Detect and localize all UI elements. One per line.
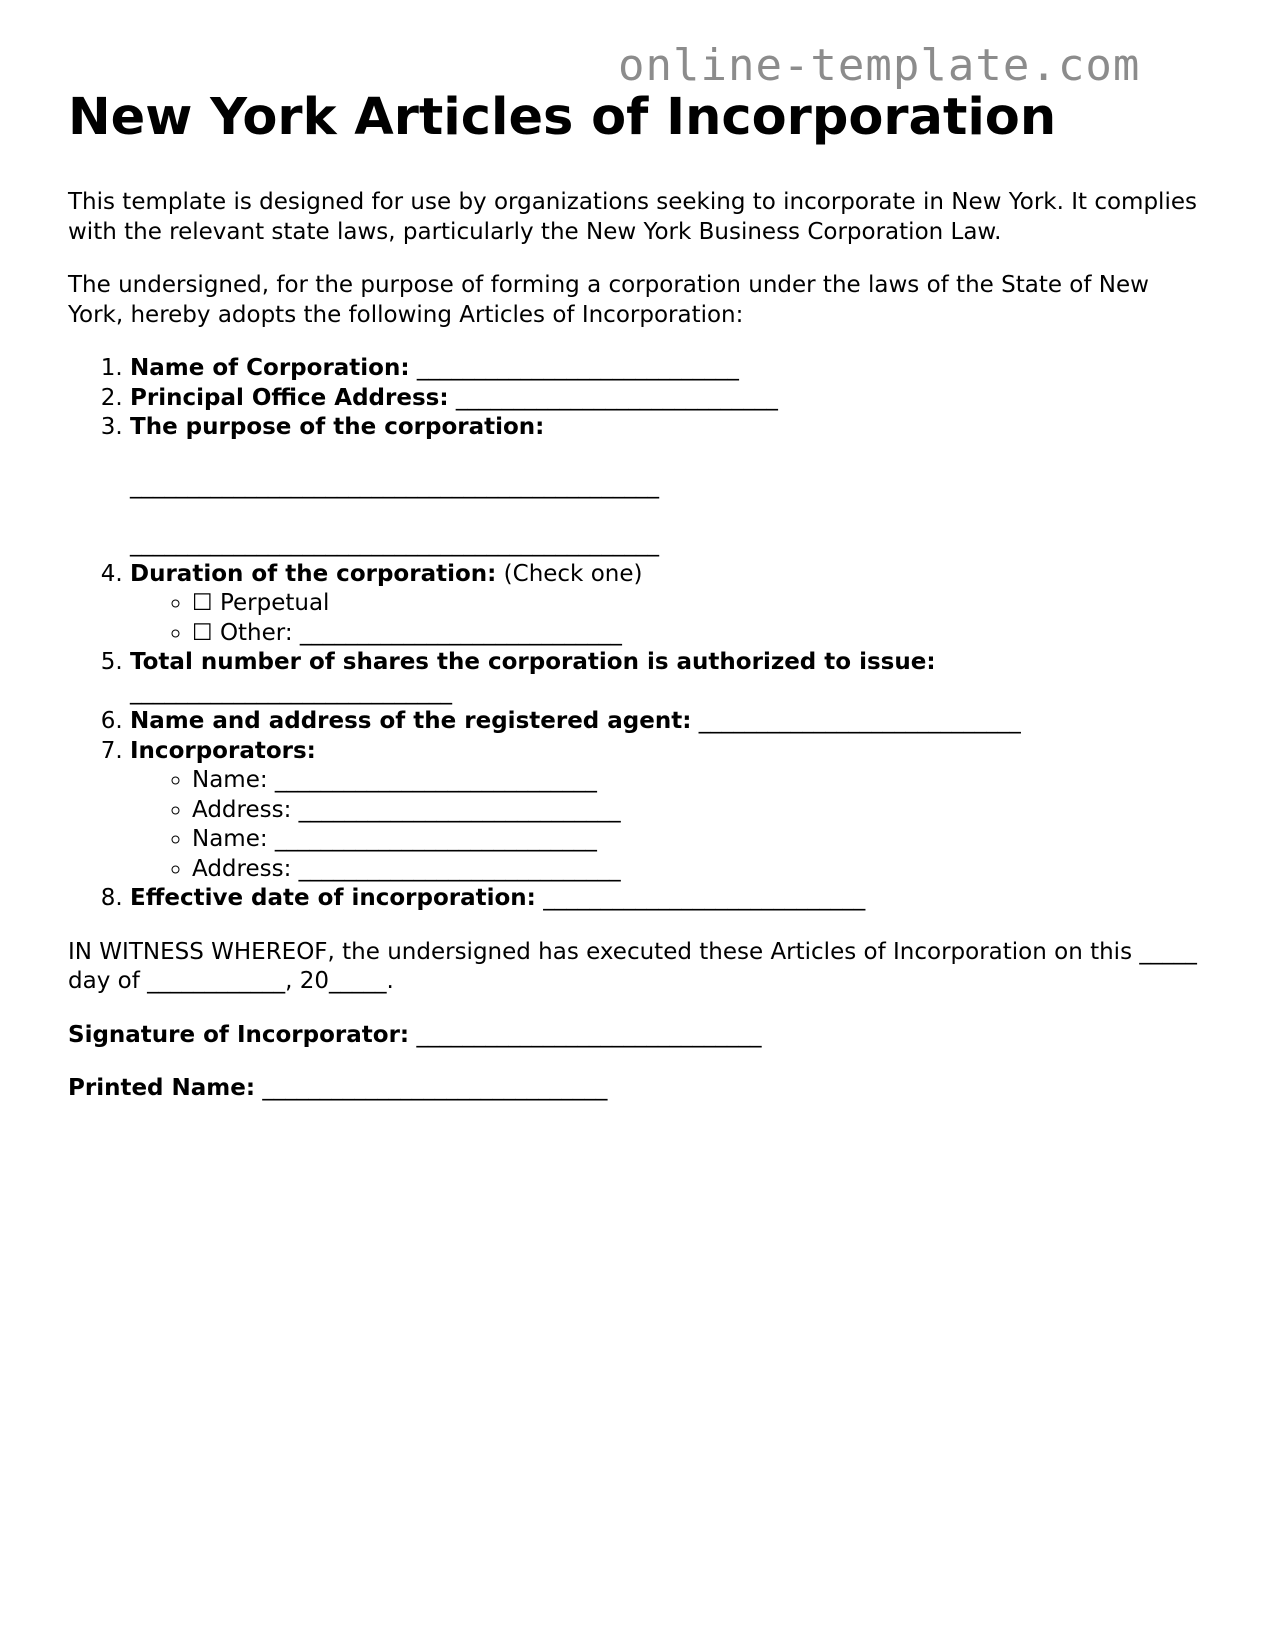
- duration-other-field[interactable]: ____________________________: [299, 619, 622, 646]
- effective-date-field[interactable]: ____________________________: [543, 885, 866, 911]
- article-effective-date: [130, 884, 1208, 914]
- incorporator-address-field-1[interactable]: ____________________________: [298, 796, 621, 823]
- printed-name-label: Printed Name:: [68, 1075, 256, 1101]
- article-shares-label: Total number of shares the corporation is authorized to issue:: [130, 649, 936, 675]
- article-effective-label: Effective date of incorporation:: [130, 885, 536, 911]
- article-shares: [130, 648, 1208, 707]
- document: [68, 88, 1208, 1128]
- checkbox-icon[interactable]: ☐: [192, 619, 213, 646]
- page-title: New York Articles of Incorporation: [68, 88, 1057, 147]
- incorporator-name-field-1[interactable]: ____________________________: [274, 767, 597, 793]
- preamble-paragraph: The undersigned, for the purpose of forming a corporation under the laws of the State of New York, hereby adopts the following Articles of Incorporation:: [68, 272, 1149, 328]
- duration-option-label: Perpetual: [219, 590, 330, 616]
- watermark: online-template.com: [618, 40, 1141, 91]
- intro-paragraph: This template is designed for use by organizations seeking to incorporate in New York. It complies with the relevant state laws, particularly the New York Business Corporation Law.: [68, 189, 1197, 245]
- article-agent-label: Name and address of the registered agent:: [130, 708, 692, 734]
- purpose-field-1[interactable]: ______________________________________________: [130, 472, 659, 499]
- printed-name-line: [68, 1074, 1208, 1104]
- incorporator-field-label: Address:: [192, 796, 292, 823]
- registered-agent-field[interactable]: ____________________________: [698, 708, 1021, 734]
- incorporator-name-2: [192, 825, 1208, 855]
- incorporator-name-1: [192, 766, 1208, 796]
- checkbox-icon[interactable]: ☐: [192, 590, 213, 616]
- signature-line: [68, 1021, 1208, 1051]
- duration-options: [130, 589, 1208, 648]
- incorporator-field-label: Name:: [192, 826, 268, 852]
- article-office: [130, 384, 1208, 414]
- duration-note: (Check one): [503, 560, 643, 587]
- duration-option-other: [192, 619, 1208, 649]
- witness-paragraph: IN WITNESS WHEREOF, the undersigned has executed these Articles of Incorporation on this _____ day of ____________, 20_____.: [68, 938, 1197, 994]
- article-agent: [130, 707, 1208, 737]
- incorporator-field-label: Name:: [192, 767, 268, 793]
- purpose-lines: [130, 443, 1208, 560]
- purpose-field-2[interactable]: ______________________________________________: [130, 531, 659, 557]
- signature-label: Signature of Incorporator:: [68, 1021, 410, 1048]
- article-purpose: [130, 413, 1208, 560]
- duration-option-perpetual: [192, 589, 1208, 619]
- incorporator-address-field-2[interactable]: ____________________________: [298, 855, 621, 882]
- article-duration-label: Duration of the corporation:: [130, 560, 497, 587]
- incorporator-address-2: [192, 855, 1208, 885]
- article-incorporators: [130, 737, 1208, 885]
- corporation-name-field[interactable]: ____________________________: [416, 355, 739, 381]
- shares-field[interactable]: ____________________________: [130, 678, 452, 705]
- articles-list: [68, 354, 1208, 914]
- incorporator-field-label: Address:: [192, 855, 292, 882]
- incorporator-fields: [130, 766, 1208, 884]
- incorporator-name-field-2[interactable]: ____________________________: [274, 826, 597, 852]
- article-office-label: Principal Office Address:: [130, 384, 449, 411]
- article-incorporators-label: Incorporators:: [130, 737, 316, 764]
- article-name: [130, 354, 1208, 384]
- duration-option-label: Other:: [219, 619, 293, 646]
- article-duration: [130, 560, 1208, 649]
- article-name-label: Name of Corporation:: [130, 355, 410, 381]
- article-purpose-label: The purpose of the corporation:: [130, 414, 545, 440]
- printed-name-field[interactable]: ______________________________: [262, 1075, 608, 1101]
- signature-field[interactable]: ______________________________: [416, 1021, 762, 1048]
- incorporator-address-1: [192, 796, 1208, 826]
- office-address-field[interactable]: ____________________________: [455, 384, 778, 411]
